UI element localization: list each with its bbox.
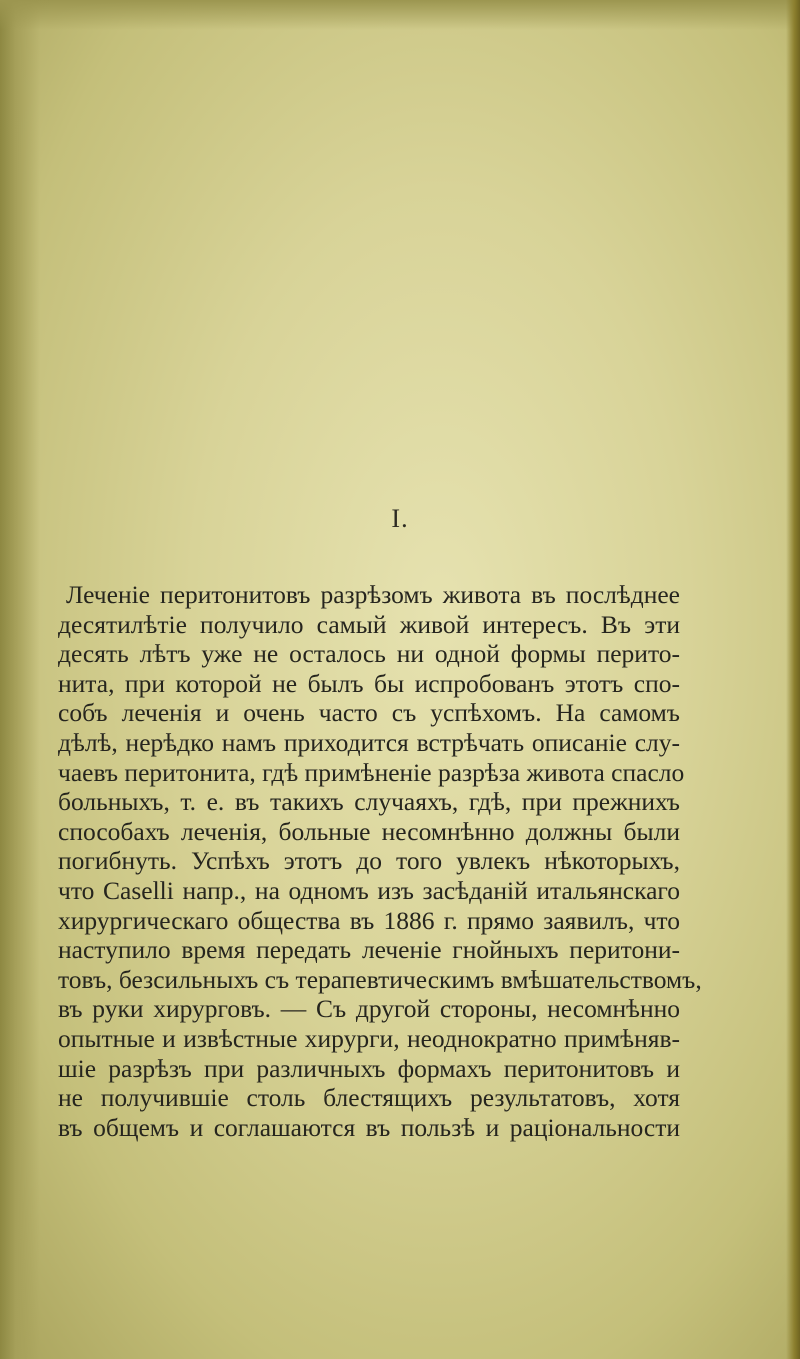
text-line: десятилѣтіе получило самый живой интересъ. Въ эти bbox=[58, 609, 680, 639]
text-line: десять лѣтъ уже не осталось ни одной формы перито- bbox=[58, 639, 680, 669]
page-top-shadow bbox=[0, 0, 800, 30]
text-line: дѣлѣ, нерѣдко намъ приходится встрѣчать описаніе слу- bbox=[58, 727, 680, 757]
text-line: въ руки хирурговъ. — Съ другой стороны, несомнѣнно bbox=[58, 994, 680, 1024]
text-line: что Caselli напр., на одномъ изъ засѣданій итальянскаго bbox=[58, 875, 680, 905]
page-gutter-shadow bbox=[0, 0, 40, 1359]
text-line: опытные и извѣстные хирурги, неоднократно примѣняв- bbox=[58, 1023, 680, 1053]
text-line: собъ леченія и очень часто съ успѣхомъ. На самомъ bbox=[58, 698, 680, 728]
text-line: товъ, безсильныхъ съ терапевтическимъ вмѣшательствомъ, bbox=[58, 964, 702, 994]
text-line: не получившіе столь блестящихъ результатовъ, хотя bbox=[58, 1083, 680, 1113]
text-line: хирургическаго общества въ 1886 г. прямо заявилъ, что bbox=[58, 905, 680, 935]
text-line: Леченіе перитонитовъ разрѣзомъ живота въ послѣднее bbox=[66, 580, 680, 609]
text-line: больныхъ, т. е. въ такихъ случаяхъ, гдѣ, при прежнихъ bbox=[58, 787, 680, 817]
page-right-edge bbox=[786, 0, 800, 1359]
text-line: шіе разрѣзъ при различныхъ формахъ перитонитовъ и bbox=[58, 1053, 680, 1083]
text-line: чаевъ перитонита, гдѣ примѣненіе разрѣза живота спасло bbox=[58, 757, 685, 787]
text-line: наступило время передать леченіе гнойныхъ перитони- bbox=[58, 935, 680, 965]
text-line: погибнуть. Успѣхъ этотъ до того увлекъ нѣкоторыхъ, bbox=[58, 846, 680, 876]
section-numeral: I. bbox=[391, 504, 409, 533]
body-text bbox=[58, 580, 702, 1142]
text-line: въ общемъ и соглашаются въ пользѣ и раціональности bbox=[58, 1112, 680, 1142]
text-line: нита, при которой не былъ бы испробованъ этотъ спо- bbox=[58, 668, 680, 698]
text-line: способахъ леченія, больные несомнѣнно должны были bbox=[58, 816, 680, 846]
